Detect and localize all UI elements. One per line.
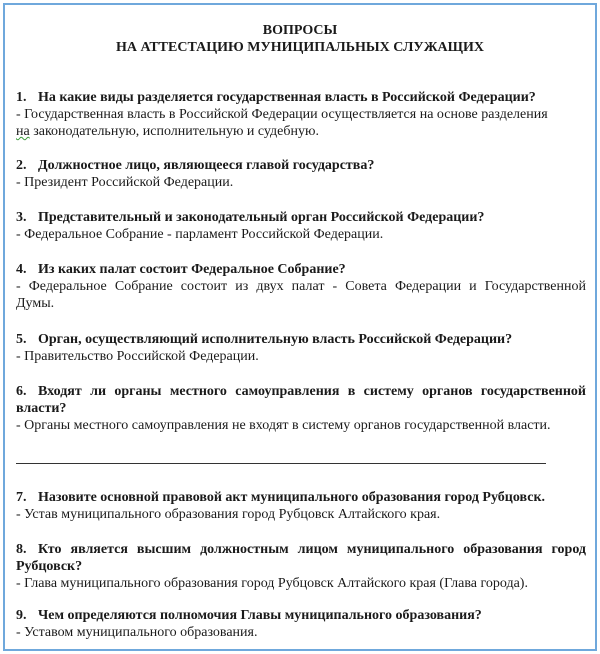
question-block-7	[16, 489, 586, 523]
question-number: 6.	[16, 384, 27, 399]
question-block-1	[16, 89, 586, 140]
question-label: Должностное лицо, являющееся главой государства?	[38, 158, 375, 173]
answer-text: - Государственная власть в Российской Федерации осуществляется на основе разделения	[16, 107, 548, 122]
question-text	[16, 541, 586, 558]
question-text	[16, 261, 586, 278]
question-number: 7.	[16, 490, 27, 505]
question-block-2	[16, 157, 586, 191]
question-label: Представительный и законодательный орган Российской Федерации?	[38, 210, 485, 225]
question-text-continued: Рубцовск?	[16, 559, 83, 574]
question-block-9	[16, 607, 586, 641]
question-block-5	[16, 331, 586, 365]
answer-text-continued	[16, 123, 586, 140]
spellcheck-word: на	[16, 124, 30, 139]
answer-text-continued: Думы.	[16, 296, 55, 311]
question-number: 3.	[16, 210, 27, 225]
question-label: Входят ли органы местного самоуправления в систему органов государственной	[38, 384, 586, 399]
answer-text: - Органы местного самоуправления не входят в систему органов государственной власти.	[16, 418, 551, 433]
answer-text: - Президент Российской Федерации.	[16, 175, 234, 190]
question-text	[16, 331, 586, 348]
question-text	[16, 489, 586, 506]
answer-text-rest: законодательную, исполнительную и судебную.	[29, 124, 319, 139]
question-text-continued: власти?	[16, 401, 67, 416]
question-label: Орган, осуществляющий исполнительную власть Российской Федерации?	[38, 332, 513, 347]
question-label: Кто является высшим должностным лицом муниципального образования город	[38, 542, 586, 557]
question-number: 4.	[16, 262, 27, 277]
question-label: Чем определяются полномочия Главы муниципального образования?	[38, 608, 482, 623]
document-title-line2: НА АТТЕСТАЦИЮ МУНИЦИПАЛЬНЫХ СЛУЖАЩИХ	[115, 40, 485, 55]
answer-text: - Правительство Российской Федерации.	[16, 349, 259, 364]
question-number: 9.	[16, 608, 27, 623]
document-page	[3, 3, 597, 651]
question-number: 2.	[16, 158, 27, 173]
question-label: Из каких палат состоит Федеральное Собрание?	[38, 262, 346, 277]
question-text	[16, 607, 586, 624]
document-title-line1: ВОПРОСЫ	[262, 23, 338, 38]
answer-text: - Федеральное Собрание - парламент Российской Федерации.	[16, 227, 384, 242]
question-label: Назовите основной правовой акт муниципального образования город Рубцовск.	[38, 490, 546, 505]
question-label: На какие виды разделяется государственная власть в Российской Федерации?	[38, 90, 536, 105]
question-text	[16, 209, 586, 226]
question-block-4	[16, 261, 586, 312]
question-text	[16, 383, 586, 400]
question-text	[16, 157, 586, 174]
question-block-6	[16, 383, 586, 434]
question-block-8	[16, 541, 586, 592]
question-block-3	[16, 209, 586, 243]
answer-text: - Глава муниципального образования город Рубцовск Алтайского края (Глава города).	[16, 576, 528, 591]
horizontal-divider	[16, 463, 546, 464]
question-number: 1.	[16, 90, 27, 105]
question-number: 5.	[16, 332, 27, 347]
question-text	[16, 89, 586, 106]
answer-text: - Устав муниципального образования город Рубцовск Алтайского края.	[16, 507, 441, 522]
answer-text: - Федеральное Собрание состоит из двух палат - Совета Федерации и Государственной	[16, 279, 586, 294]
question-number: 8.	[16, 542, 27, 557]
answer-text: - Уставом муниципального образования.	[16, 625, 258, 640]
